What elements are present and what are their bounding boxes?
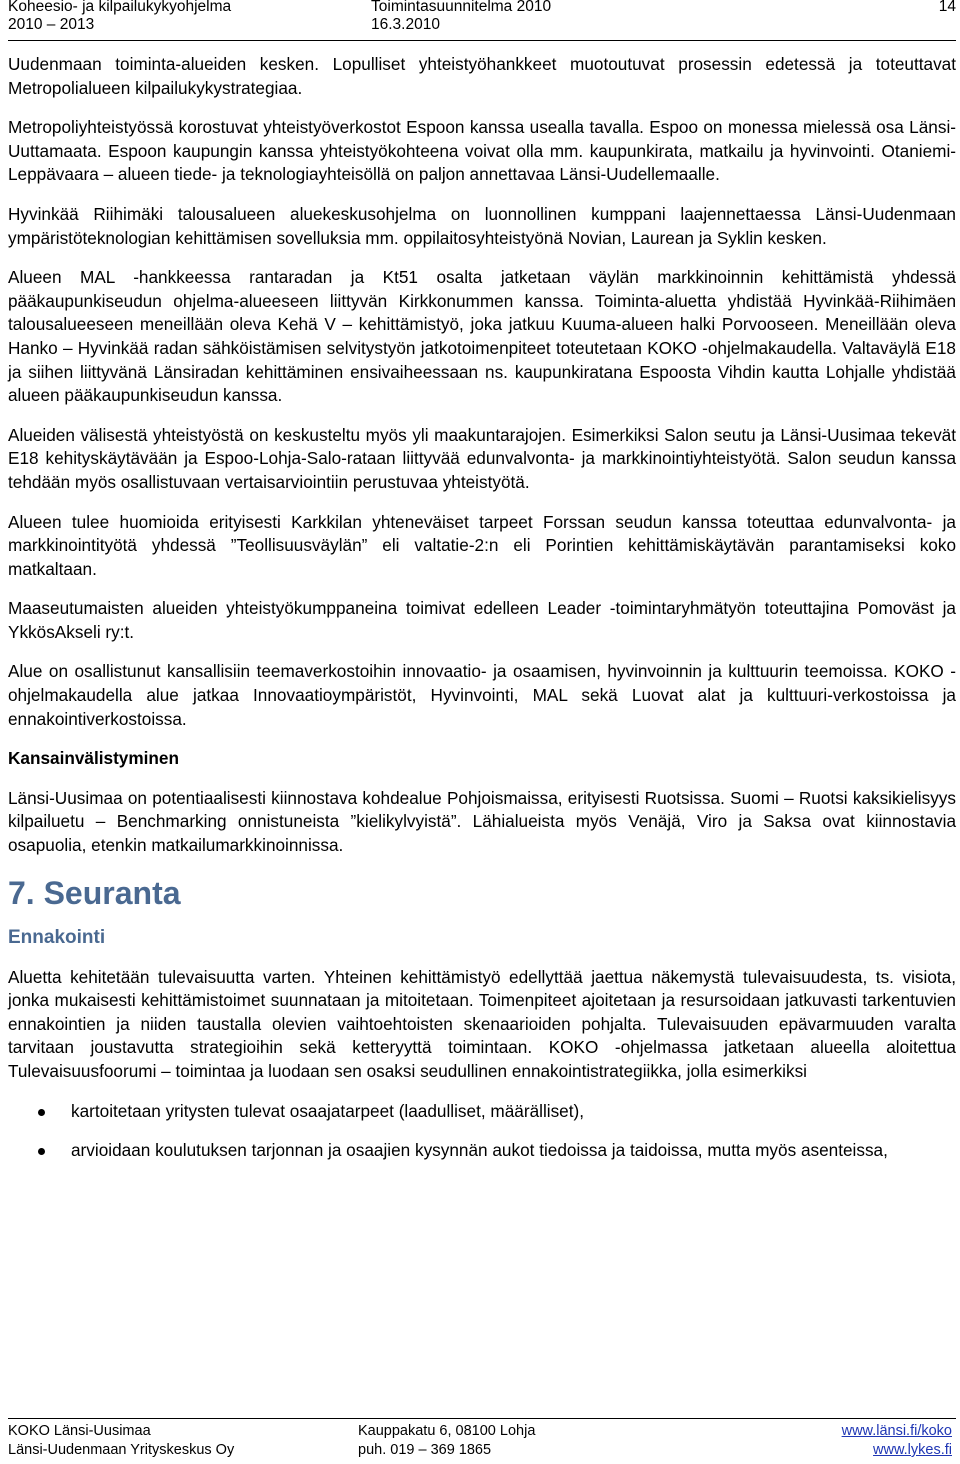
- bullet-icon: [38, 1148, 45, 1155]
- paragraph: Länsi-Uusimaa on potentiaalisesti kiinnostava kohdealue Pohjoismaissa, erityisesti Ruotsissa. Suomi – Ruotsi kaksikielisyys kilpailuetu – Benchmarking onnistuneista ”kielikylvyistä”. Lähialueista myös Venäjä, Viro ja Saksa ovat kiinnostavia osapuolia, etenkin matkailumarkkinoinnissa.: [8, 787, 956, 856]
- footer-phone: puh. 019 – 369 1865: [358, 1442, 492, 1458]
- header-document-date: 16.3.2010: [371, 16, 440, 33]
- header-program: [8, 0, 231, 34]
- header-program-period: 2010 – 2013: [8, 16, 95, 33]
- bullet-icon: [38, 1109, 45, 1116]
- list-item: [8, 1139, 956, 1163]
- footer-org-name: KOKO Länsi-Uusimaa: [8, 1423, 151, 1439]
- document-body: [8, 53, 956, 1179]
- chapter-heading: 7. Seuranta: [8, 874, 181, 911]
- bullet-list: [8, 1100, 956, 1163]
- footer-link-lykes[interactable]: www.lykes.fi: [873, 1442, 952, 1458]
- paragraph: Metropoliyhteistyössä korostuvat yhteistyöverkostot Espoon kanssa usealla tavalla. Espoo on monessa mielessä osa Länsi-Uuttamaata. Espoon kaupungin kanssa yhteistyökohteena voivat olla mm. kaupunkirata, matkailu ja hyvinvointi. Otaniemi-Leppävaara – alueen tiede- ja teknologiayhteisöllä on paljon annettavaa Länsi-Uudellemaalle.: [8, 117, 956, 185]
- paragraph: Maaseutumaisten alueiden yhteistyökumppaneina toimivat edelleen Leader -toimintaryhmätyön toteuttajina Pomoväst ja YkkösAkseli ry:t.: [8, 598, 956, 642]
- subsection-heading: Ennakointi: [8, 926, 106, 948]
- header-program-name: Koheesio- ja kilpailukykyohjelma: [8, 0, 232, 15]
- footer-links: [842, 1422, 952, 1460]
- paragraph: Uudenmaan toiminta-alueiden kesken. Lopulliset yhteistyöhankkeet muotoutuvat prosessin edetessä ja toteuttavat Metropolialueen kilpailukykystrategiaa.: [8, 54, 956, 98]
- footer-address: Kauppakatu 6, 08100 Lohja: [358, 1423, 536, 1439]
- page-footer: [8, 1422, 956, 1462]
- list-item: [8, 1100, 956, 1124]
- paragraph: Aluetta kehitetään tulevaisuutta varten. Yhteinen kehittämistyö edellyttää jaettua näkemystä tulevaisuudesta, ts. visiota, jonka mukaisesti kehittämistoimet suunnataan ja mitoitetaan. Toimenpiteet ajoitetaan ja resursoidaan jatkuvasti tarkentuvien ennakointien ja niiden taustalla olevien vaihtoehtoisten skenaarioiden pohjalta. Tulevaisuuden epävarmuuden varalta tarvitaan joustavutta strategioihin sekä ketteryyttä toimintaan. KOKO -ohjelmassa jatketaan alueella aloitettua Tulevaisuusfoorumi – toimintaa ja luodaan sen osaksi seudullinen ennakointistrategiikka, jolla esimerkiksi: [8, 966, 956, 1081]
- footer-link-koko[interactable]: www.länsi.fi/koko: [841, 1423, 952, 1439]
- header-document-title: Toimintasuunnitelma 2010: [371, 0, 552, 15]
- paragraph: Hyvinkää Riihimäki talousalueen aluekeskusohjelma on luonnollinen kumppani laajennettaessa Länsi-Uudenmaan ympäristöteknologian kehittämisen sovelluksia mm. oppilaitosyhteistyönä Novian, Laurean ja Syklin kesken.: [8, 203, 956, 248]
- header-document: [371, 0, 551, 34]
- list-item-text: arvioidaan koulutuksen tarjonnan ja osaajien kysynnän aukot tiedoissa ja taidoissa, mutta myös asenteissa,: [71, 1140, 888, 1161]
- paragraph: Alue on osallistunut kansallisiin teemaverkostoihin innovaatio- ja osaamisen, hyvinvoinnin ja kulttuurin teemoissa. KOKO -ohjelmakaudella alue jatkaa Innovaatioympäristöt, Hyvinvointi, MAL sekä Luovat alat ja kulttuuri-verkostoissa ja ennakointiverkostoissa.: [8, 661, 956, 729]
- footer-org-company: Länsi-Uudenmaan Yrityskeskus Oy: [8, 1442, 235, 1458]
- paragraph: Alueiden välisestä yhteistyöstä on keskusteltu myös yli maakuntarajojen. Esimerkiksi Salon seutu ja Länsi-Uusimaa tekevät E18 kehityskäytävään ja Espoo-Lohja-Salo-rataan liittyvää edunvalvonta- ja markkinointiyhteistyötä. Salon seudun kanssa tehdään myös osallistuvaan vertaisarviointiin perustuvaa yhteistyötä.: [8, 424, 956, 492]
- paragraph: Alueen MAL -hankkeessa rantaradan ja Kt51 osalta jatketaan väylän markkinoinnin kehittämistä yhdessä pääkaupunkiseudun ohjelma-alueeseen liittyvän Kirkkonummen kanssa. Toiminta-aluetta yhdistää Hyvinkää-Riihimäen talousalueeseen meneillään oleva Kehä V – kehittämistyö, joka jatkuu Kuuma-alueen halki Porvooseen. Meneillään oleva Hanko – Hyvinkää radan sähköistämisen selvitystyön jatkotoimenpiteet toteutetaan KOKO -ohjelmakaudella. Valtaväylä E18 ja siihen liittyvänä Länsiradan kehittäminen ensivaiheessaan ns. kaupunkiratana Espoosta Vihdin kautta Lohjalle yhdistää alueen pääkaupunkiseudun kanssa.: [8, 267, 956, 406]
- paragraph: Alueen tulee huomioida erityisesti Karkkilan yhteneväiset tarpeet Forssan seudun kanssa toteuttaa edunvalvonta- ja markkinointityötä yhdessä ”Teollisuusväylän” eli valtatie-2:n eli Porintien kehittämiskäytävän parantamiseksi koko matkaltaan.: [8, 511, 956, 579]
- footer-divider: [8, 1418, 956, 1419]
- page-number: 14: [938, 0, 956, 15]
- list-item-text: kartoitetaan yritysten tulevat osaajatarpeet (laadulliset, määrälliset),: [71, 1100, 585, 1121]
- section-heading-internationalization: Kansainvälistyminen: [8, 748, 179, 769]
- page-header: [8, 0, 956, 42]
- header-divider: [8, 40, 956, 41]
- footer-contact: [358, 1422, 535, 1460]
- footer-organization: [8, 1422, 234, 1460]
